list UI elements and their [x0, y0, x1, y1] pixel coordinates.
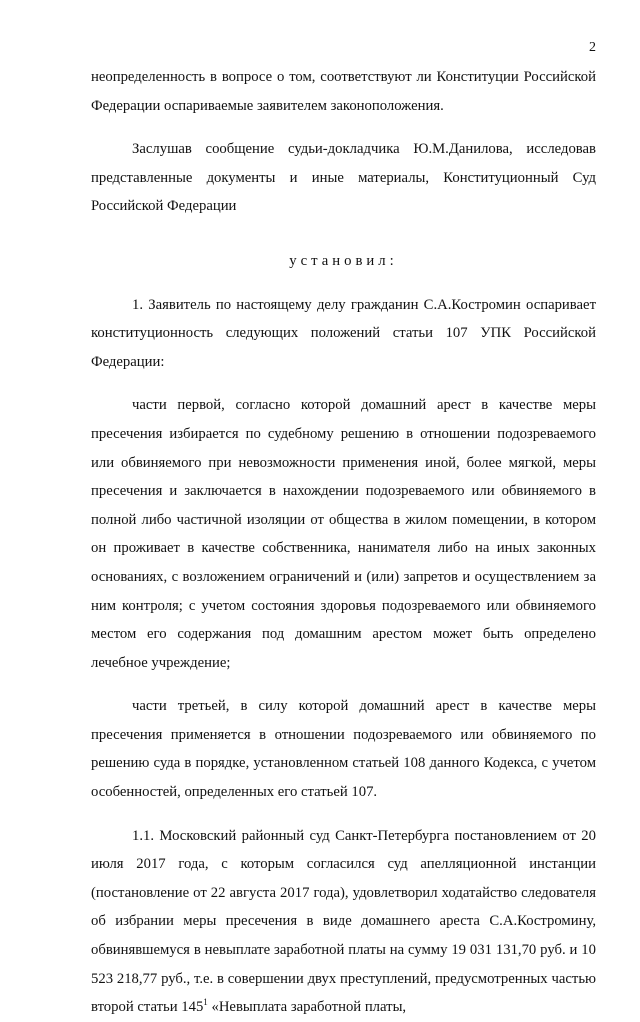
superscript-1: 1: [203, 997, 208, 1008]
ruling-heading: установил:: [289, 252, 398, 269]
paragraph-part-one: части первой, согласно которой домашний арест в качестве меры пресечения избирается по судебному решению в отношении подозреваемого или обвиняемого при невозможности применения иной, более мягкой, меры пресечения и заключается в нахождении подозреваемого или обвиняемого в полной либо частичной изоляции от общества в жилом помещении, в котором он проживает в качестве собственника, нанимателя либо на иных законных основаниях, с возложением ограничений и (или) запретов и осуществлением за ним контроля; с учетом состояния здоровья подозреваемого или обвиняемого местом его содержания под домашним арестом может быть определено лечебное учреждение;: [91, 397, 596, 671]
paragraph-part-three: части третьей, в силу которой домашний арест в качестве меры пресечения применяется в отношении подозреваемого или обвиняемого по решению суда в порядке, установленном статьей 108 данного Кодекса, с учетом особенностей, определенных его статьей 107.: [91, 698, 596, 801]
paragraph-hearing: Заслушав сообщение судьи-докладчика Ю.М.Данилова, исследовав представленные документы и иные материалы, Конституционный Суд Российской Федерации: [91, 141, 596, 215]
paragraph-continuation: неопределенность в вопросе о том, соответствуют ли Конституции Российской Федерации оспариваемые заявителем законоположения.: [91, 69, 596, 114]
paragraph-1: 1. Заявитель по настоящему делу гражданин С.А.Костромин оспаривает конституционность следующих положений статьи 107 УПК Российской Федерации:: [91, 296, 596, 370]
document-body: [91, 63, 596, 1022]
paragraph-1-1-tail: «Невыплата заработной платы,: [207, 999, 407, 1016]
paragraph-1-1: [91, 822, 596, 1022]
page-number: 2: [589, 40, 596, 55]
paragraph-1-1-text: 1.1. Московский районный суд Санкт-Петербурга постановлением от 20 июля 2017 года, с которым согласился суд апелляционной инстанции (постановление от 22 августа 2017 года), удовлетворил ходатайство следователя об избрании меры пресечения в виде домашнего ареста С.А.Костромину, обвинявшемуся в невыплате заработной платы на сумму 19 031 131,70 руб. и 10 523 218,77 руб., т.е. в совершении двух преступлений, предусмотренных частью второй статьи 145: [91, 827, 596, 1016]
